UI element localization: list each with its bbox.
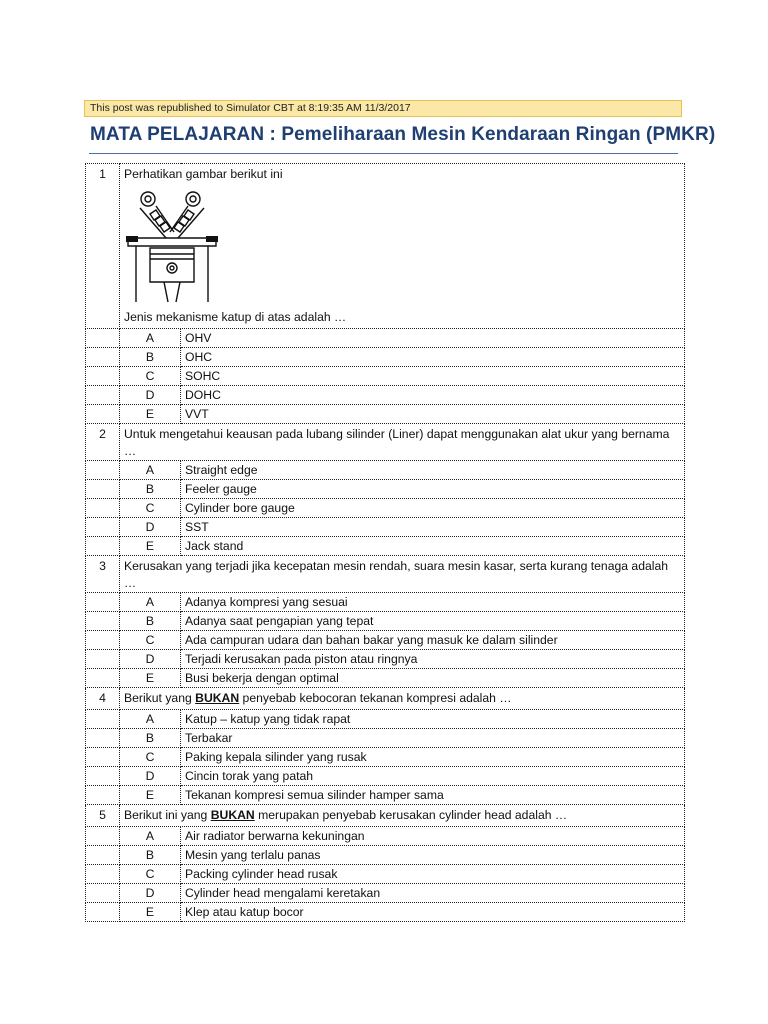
- option-letter: E: [120, 786, 181, 805]
- option-row[interactable]: [86, 650, 685, 669]
- option-text: Busi bekerja dengan optimal: [181, 669, 685, 688]
- option-text: Jack stand: [181, 537, 685, 556]
- option-letter: C: [120, 748, 181, 767]
- spacer-cell: [86, 710, 120, 729]
- option-row[interactable]: [86, 903, 685, 922]
- spacer-cell: [86, 884, 120, 903]
- option-row[interactable]: [86, 329, 685, 348]
- option-row[interactable]: [86, 518, 685, 537]
- spacer-cell: [86, 827, 120, 846]
- question-text: Berikut ini yang: [124, 808, 211, 822]
- option-letter: C: [120, 367, 181, 386]
- option-row[interactable]: [86, 537, 685, 556]
- option-text: DOHC: [181, 386, 685, 405]
- spacer-cell: [86, 480, 120, 499]
- option-letter: B: [120, 846, 181, 865]
- option-row[interactable]: [86, 593, 685, 612]
- option-row[interactable]: [86, 631, 685, 650]
- option-text: Cincin torak yang patah: [181, 767, 685, 786]
- option-text: Cylinder head mengalami keretakan: [181, 884, 685, 903]
- option-text: Ada campuran udara dan bahan bakar yang masuk ke dalam silinder: [181, 631, 685, 650]
- option-text: SOHC: [181, 367, 685, 386]
- option-text: Adanya kompresi yang sesuai: [181, 593, 685, 612]
- option-text: SST: [181, 518, 685, 537]
- spacer-cell: [86, 518, 120, 537]
- option-row[interactable]: [86, 767, 685, 786]
- option-text: OHC: [181, 348, 685, 367]
- option-letter: E: [120, 903, 181, 922]
- spacer-cell: [86, 669, 120, 688]
- option-row[interactable]: [86, 386, 685, 405]
- question-stem: [120, 805, 685, 827]
- spacer-cell: [86, 461, 120, 480]
- question-number: 4: [86, 688, 120, 710]
- spacer-cell: [86, 367, 120, 386]
- option-letter: B: [120, 348, 181, 367]
- spacer-cell: [86, 499, 120, 518]
- option-letter: B: [120, 612, 181, 631]
- option-letter: C: [120, 865, 181, 884]
- option-row[interactable]: [86, 786, 685, 805]
- option-text: OHV: [181, 329, 685, 348]
- option-row[interactable]: [86, 348, 685, 367]
- spacer-cell: [86, 729, 120, 748]
- option-row[interactable]: [86, 827, 685, 846]
- question-row: [86, 805, 685, 827]
- question-row: [86, 164, 685, 329]
- question-number: 5: [86, 805, 120, 827]
- option-text: Paking kepala silinder yang rusak: [181, 748, 685, 767]
- question-text: Berikut yang: [124, 691, 196, 705]
- option-row[interactable]: [86, 499, 685, 518]
- spacer-cell: [86, 786, 120, 805]
- option-row[interactable]: [86, 612, 685, 631]
- question-number: 3: [86, 556, 120, 593]
- option-letter: B: [120, 480, 181, 499]
- question-row: [86, 688, 685, 710]
- option-letter: E: [120, 537, 181, 556]
- option-row[interactable]: [86, 669, 685, 688]
- option-letter: E: [120, 669, 181, 688]
- question-number: 2: [86, 424, 120, 461]
- question-stem: Untuk mengetahui keausan pada lubang silinder (Liner) dapat menggunakan alat ukur yang bernama …: [120, 424, 685, 461]
- option-letter: D: [120, 518, 181, 537]
- spacer-cell: [86, 405, 120, 424]
- option-text: Feeler gauge: [181, 480, 685, 499]
- option-text: VVT: [181, 405, 685, 424]
- question-stem: [120, 688, 685, 710]
- keyword-emphasis: BUKAN: [195, 691, 240, 705]
- spacer-cell: [86, 537, 120, 556]
- option-letter: B: [120, 729, 181, 748]
- option-text: Cylinder bore gauge: [181, 499, 685, 518]
- option-text: Mesin yang terlalu panas: [181, 846, 685, 865]
- spacer-cell: [86, 903, 120, 922]
- question-stem: Kerusakan yang terjadi jika kecepatan mesin rendah, suara mesin kasar, serta kurang tenaga adalah …: [120, 556, 685, 593]
- option-row[interactable]: [86, 884, 685, 903]
- option-row[interactable]: [86, 748, 685, 767]
- option-letter: D: [120, 767, 181, 786]
- option-row[interactable]: [86, 710, 685, 729]
- option-row[interactable]: [86, 405, 685, 424]
- option-row[interactable]: [86, 865, 685, 884]
- option-text: Tekanan kompresi semua silinder hamper sama: [181, 786, 685, 805]
- option-letter: A: [120, 461, 181, 480]
- option-text: Straight edge: [181, 461, 685, 480]
- spacer-cell: [86, 767, 120, 786]
- option-letter: E: [120, 405, 181, 424]
- spacer-cell: [86, 650, 120, 669]
- question-table: [85, 163, 685, 922]
- option-letter: D: [120, 884, 181, 903]
- title-underline: [89, 153, 678, 154]
- option-letter: D: [120, 650, 181, 669]
- spacer-cell: [86, 329, 120, 348]
- spacer-cell: [86, 593, 120, 612]
- option-text: Terbakar: [181, 729, 685, 748]
- spacer-cell: [86, 348, 120, 367]
- option-text: Katup – katup yang tidak rapat: [181, 710, 685, 729]
- option-letter: A: [120, 710, 181, 729]
- question-text-continued: merupakan penyebab kerusakan cylinder head adalah …: [254, 808, 568, 822]
- spacer-cell: [86, 612, 120, 631]
- spacer-cell: [86, 631, 120, 650]
- question-text-continued: penyebab kebocoran tekanan kompresi adalah …: [239, 691, 512, 705]
- question-stem: [120, 164, 685, 329]
- question-text: Perhatikan gambar berikut ini: [124, 167, 283, 181]
- spacer-cell: [86, 865, 120, 884]
- question-row: [86, 556, 685, 593]
- dohc-valve-mechanism-figure: [122, 186, 222, 304]
- option-text: Packing cylinder head rusak: [181, 865, 685, 884]
- option-row[interactable]: [86, 846, 685, 865]
- republish-banner: This post was republished to Simulator CBT at 8:19:35 AM 11/3/2017: [84, 100, 682, 117]
- option-text: Air radiator berwarna kekuningan: [181, 827, 685, 846]
- spacer-cell: [86, 386, 120, 405]
- option-text: Terjadi kerusakan pada piston atau ringnya: [181, 650, 685, 669]
- option-text: Klep atau katup bocor: [181, 903, 685, 922]
- option-letter: C: [120, 499, 181, 518]
- option-row[interactable]: [86, 729, 685, 748]
- option-letter: A: [120, 593, 181, 612]
- option-letter: C: [120, 631, 181, 650]
- question-text-continued: Jenis mekanisme katup di atas adalah …: [124, 310, 347, 324]
- keyword-emphasis: BUKAN: [210, 808, 255, 822]
- option-row[interactable]: [86, 461, 685, 480]
- option-letter: A: [120, 329, 181, 348]
- spacer-cell: [86, 748, 120, 767]
- page-title: MATA PELAJARAN : Pemeliharaan Mesin Kendaraan Ringan (PMKR): [90, 124, 716, 145]
- question-number: 1: [86, 164, 120, 329]
- option-row[interactable]: [86, 367, 685, 386]
- option-text: Adanya saat pengapian yang tepat: [181, 612, 685, 631]
- option-row[interactable]: [86, 480, 685, 499]
- option-letter: D: [120, 386, 181, 405]
- question-row: [86, 424, 685, 461]
- spacer-cell: [86, 846, 120, 865]
- option-letter: A: [120, 827, 181, 846]
